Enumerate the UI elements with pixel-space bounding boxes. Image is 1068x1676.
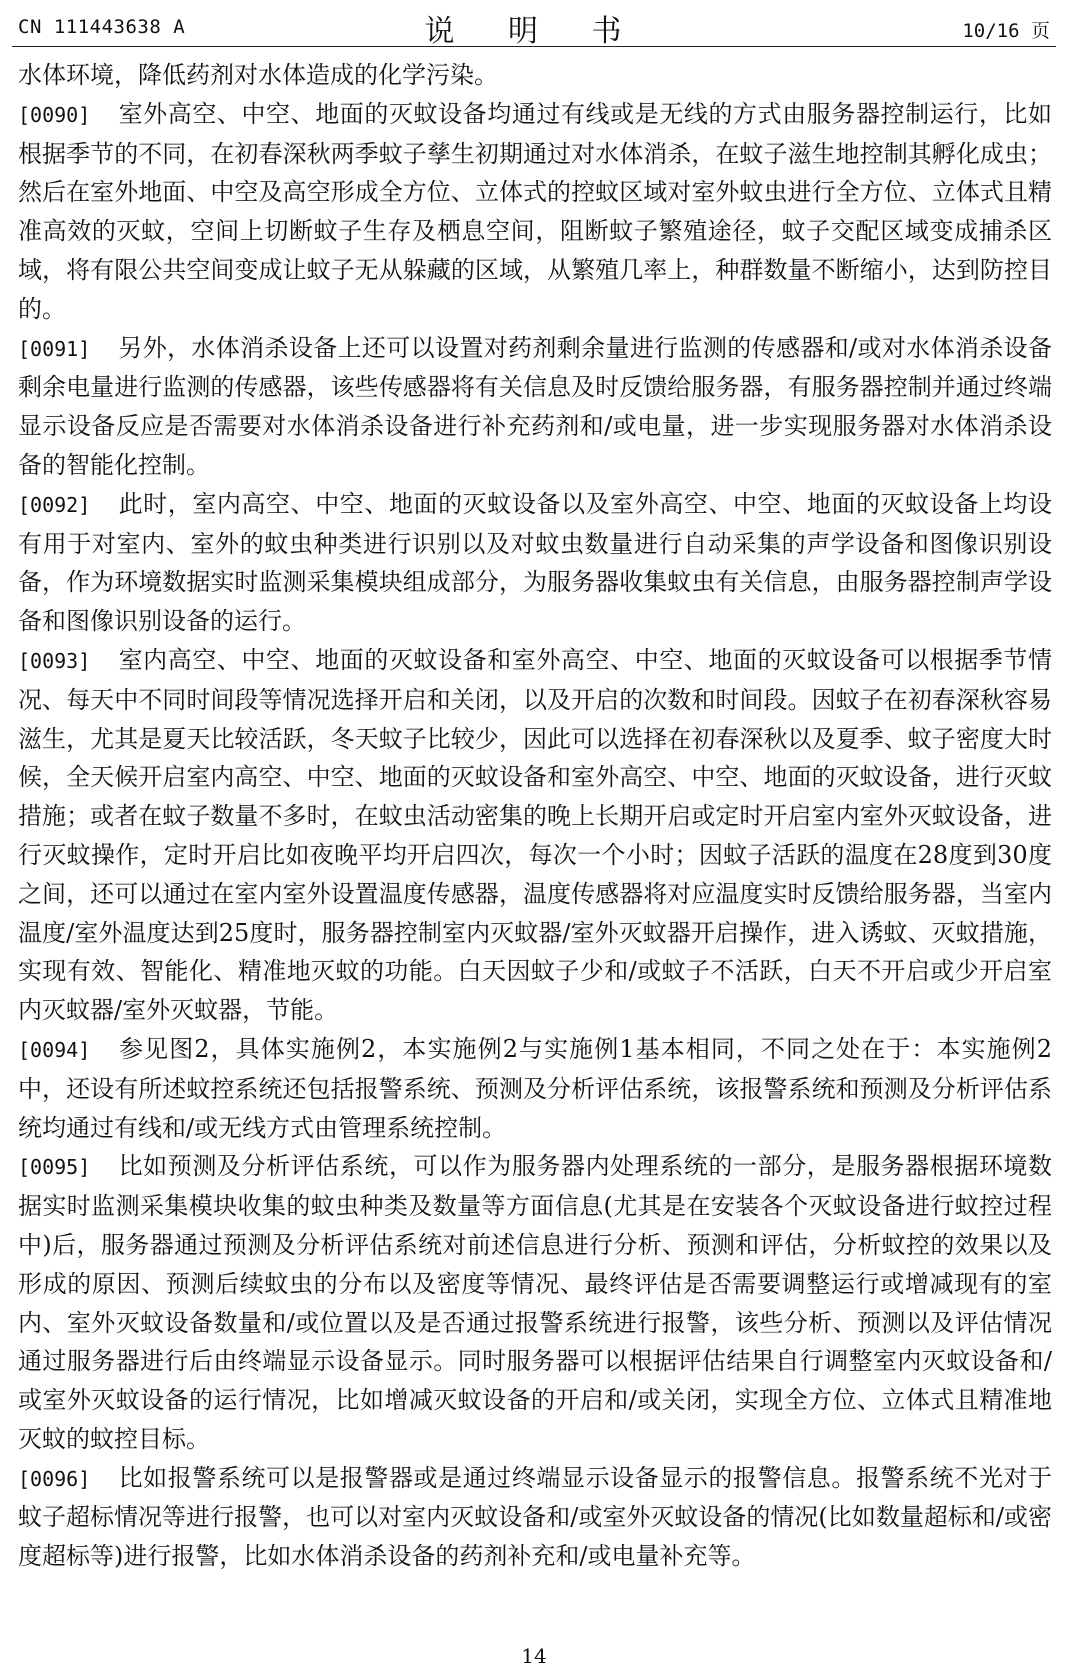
paragraph-text: 另外，水体消杀设备上还可以设置对药剂剩余量进行监测的传感器和/或对水体消杀设备剩余电量进行监测的传感器，该些传感器将有关信息及时反馈给服务器，有服务器控制并通过终端显示设备反应是否需要对水体消杀设备进行补充药剂和/或电量，进一步实现服务器对水体消杀设备的智能化控制。 (18, 333, 1052, 479)
paragraph-number: [0094] (18, 1037, 91, 1062)
paragraph-text: 参见图2，具体实施例2，本实施例2与实施例1基本相同，不同之处在于：本实施例2中，还设有所述蚊控系统还包括报警系统、预测及分析评估系统，该报警系统和预测及分析评估系统均通过有线和/或无线方式由管理系统控制。 (18, 1034, 1052, 1142)
paragraph-text: 比如报警系统可以是报警器或是通过终端显示设备显示的报警信息。报警系统不光对于蚊子超标情况等进行报警，也可以对室内灭蚊设备和/或室外灭蚊设备的情况(比如数量超标和/或密度超标等)进行报警，比如水体消杀设备的药剂补充和/或电量补充等。 (18, 1463, 1052, 1571)
page-header (0, 0, 1068, 49)
paragraph-number: [0090] (18, 102, 91, 127)
document-title: 说 明 书 (424, 14, 644, 49)
paragraph-number: [0093] (18, 648, 91, 673)
paragraph-text: 室内高空、中空、地面的灭蚊设备和室外高空、中空、地面的灭蚊设备可以根据季节情况、每天中不同时间段等情况选择开启和关闭，以及开启的次数和时间段。因蚊子在初春深秋容易滋生，尤其是夏天比较活跃，冬天蚊子比较少，因此可以选择在初春深秋以及夏季、蚊子密度大时候，全天候开启室内高空、中空、地面的灭蚊设备和室外高空、中空、地面的灭蚊设备，进行灭蚊措施；或者在蚊子数量不多时，在蚊虫活动密集的晚上长期开启或定时开启室内室外灭蚊设备，进行灭蚊操作，定时开启比如夜晚平均开启四次，每次一个小时；因蚊子活跃的温度在28度到30度之间，还可以通过在室内室外设置温度传感器，温度传感器将对应温度实时反馈给服务器，当室内温度/室外温度达到25度时，服务器控制室内灭蚊器/室外灭蚊器开启操作，进入诱蚊、灭蚊措施，实现有效、智能化、精准地灭蚊的功能。白天因蚊子少和/或蚊子不活跃，白天不开启或少开启室内灭蚊器/室外灭蚊器，节能。 (18, 645, 1052, 1025)
paragraph-0092 (18, 485, 1052, 641)
paragraph-0095 (18, 1147, 1052, 1458)
paragraph-0093 (18, 641, 1052, 1030)
paragraph-0096 (18, 1459, 1052, 1576)
paragraph-text: 水体环境，降低药剂对水体造成的化学污染。 (18, 61, 498, 89)
header-divider (12, 46, 1056, 47)
paragraph-number: [0096] (18, 1466, 91, 1491)
page-of-indicator: 10/16 页 (962, 20, 1050, 42)
paragraph-0094 (18, 1030, 1052, 1147)
paragraph-0091 (18, 329, 1052, 485)
paragraph-text: 室外高空、中空、地面的灭蚊设备均通过有线或是无线的方式由服务器控制运行，比如根据季节的不同，在初春深秋两季蚊子孳生初期通过对水体消杀，在蚊子滋生地控制其孵化成虫；然后在室外地面、中空及高空形成全方位、立体式的控蚊区域对室外蚊虫进行全方位、立体式且精准高效的灭蚊，空间上切断蚊子生存及栖息空间，阻断蚊子繁殖途径，蚊子交配区域变成捕杀区域，将有限公共空间变成让蚊子无从躲藏的区域，从繁殖几率上，种群数量不断缩小，达到防控目的。 (18, 99, 1052, 323)
document-body (18, 56, 1052, 1576)
paragraph-number: [0091] (18, 336, 91, 361)
paragraph-0090 (18, 95, 1052, 329)
paragraph-number: [0095] (18, 1155, 91, 1180)
paragraph-text: 比如预测及分析评估系统，可以作为服务器内处理系统的一部分，是服务器根据环境数据实时监测采集模块收集的蚊虫种类及数量等方面信息(尤其是在安装各个灭蚊设备进行蚊控过程中)后，服务器通过预测及分析评估系统对前述信息进行分析、预测和评估，分析蚊控的效果以及形成的原因、预测后续蚊虫的分布以及密度等情况、最终评估是否需要调整运行或增减现有的室内、室外灭蚊设备数量和/或位置以及是否通过报警系统进行报警，该些分析、预测以及评估情况通过服务器进行后由终端显示设备显示。同时服务器可以根据评估结果自行调整室内灭蚊设备和/或室外灭蚊设备的运行情况，比如增减灭蚊设备的开启和/或关闭，实现全方位、立体式且精准地灭蚊的蚊控目标。 (18, 1152, 1052, 1453)
patent-number: CN 111443638 A (18, 16, 186, 38)
paragraph-text: 此时，室内高空、中空、地面的灭蚊设备以及室外高空、中空、地面的灭蚊设备上均设有用于对室内、室外的蚊虫种类进行识别以及对蚊虫数量进行自动采集的声学设备和图像识别设备，作为环境数据实时监测采集模块组成部分，为服务器收集蚊虫有关信息，由服务器控制声学设备和图像识别设备的运行。 (18, 489, 1052, 636)
paragraph-number: [0092] (18, 492, 91, 517)
paragraph-continuation (18, 56, 1052, 95)
page-number: 14 (521, 1644, 547, 1668)
